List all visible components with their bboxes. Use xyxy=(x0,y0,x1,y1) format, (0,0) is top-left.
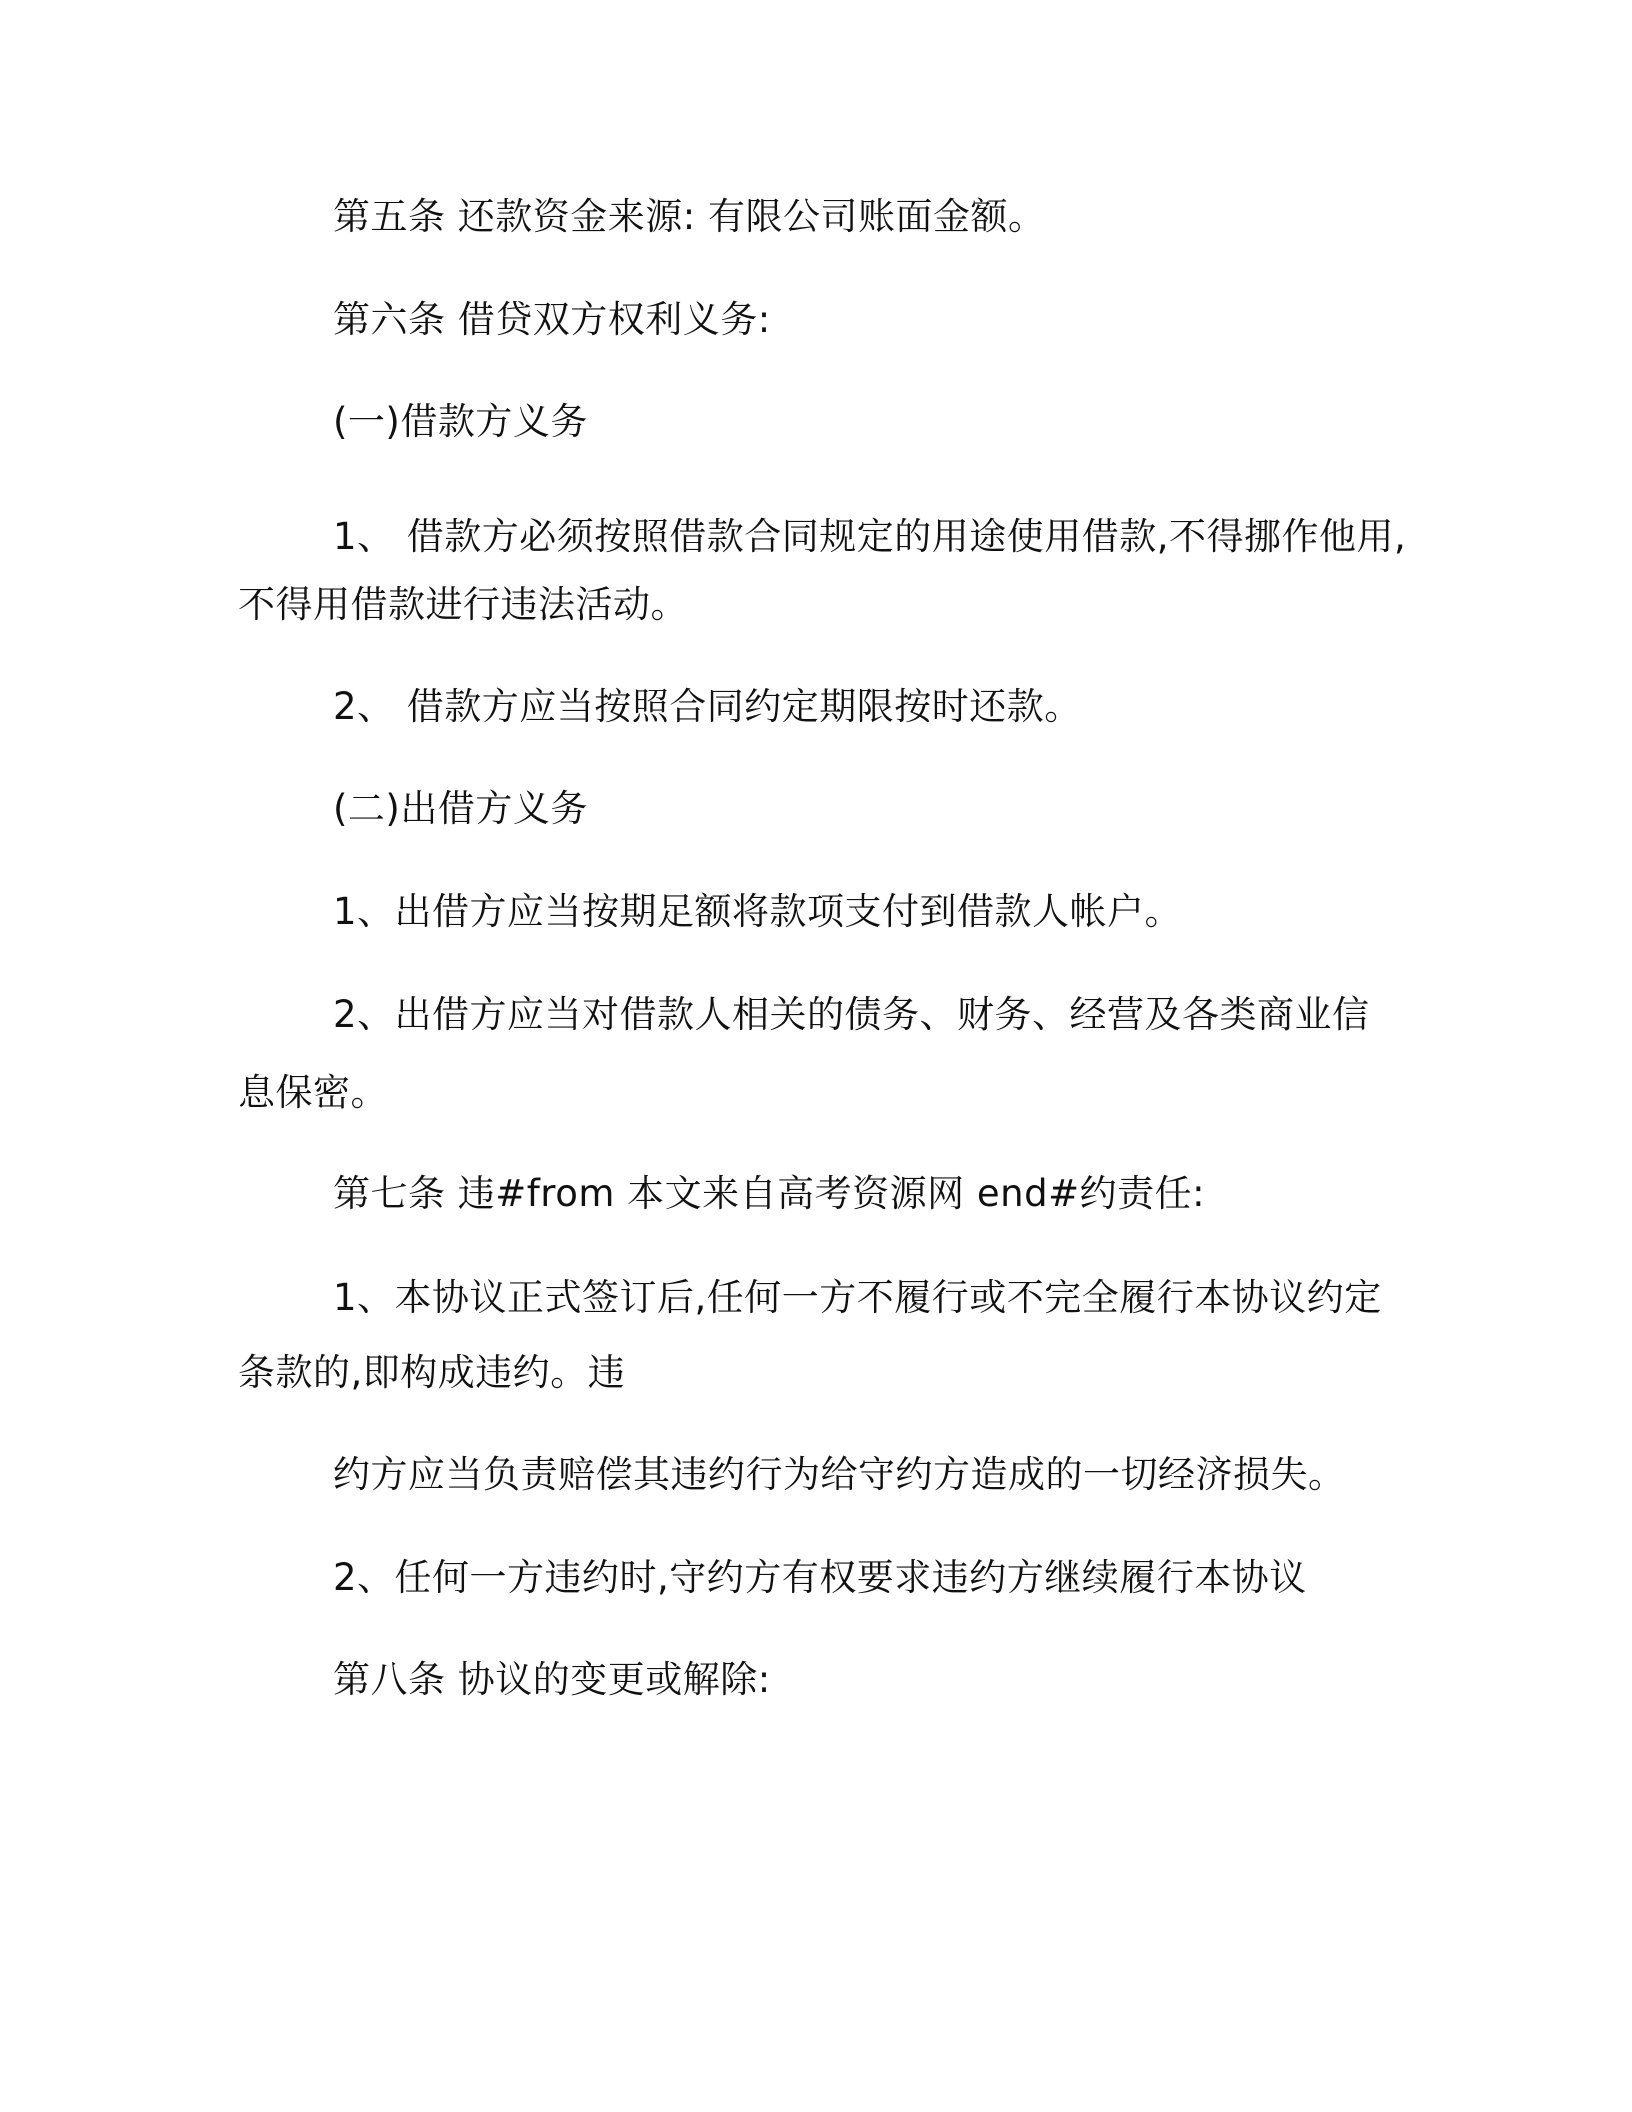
borrower-duty-1-line-1: 1、 借款方必须按照借款合同规定的用途使用借款,不得挪作他用, xyxy=(333,515,1407,558)
breach-clause-1-line-1: 1、本协议正式签订后,任何一方不履行或不完全履行本协议约定 xyxy=(333,1276,1382,1319)
lender-duty-2-line-1: 2、出借方应当对借款人相关的债务、财务、经营及各类商业信 xyxy=(333,993,1370,1036)
borrower-duty-2-line: 2、 借款方应当按照合同约定期限按时还款。 xyxy=(333,685,1082,728)
article-5-line: 第五条 还款资金来源: 有限公司账面金额。 xyxy=(333,195,1046,238)
breach-clause-1-line-2: 条款的,即构成违约。违 xyxy=(238,1351,626,1394)
article-6-line: 第六条 借贷双方权利义务: xyxy=(333,298,771,341)
article-8-line: 第八条 协议的变更或解除: xyxy=(333,1658,771,1701)
lender-duty-1-line: 1、出借方应当按期足额将款项支付到借款人帐户。 xyxy=(333,890,1183,933)
borrower-duty-1-line-2: 不得用借款进行违法活动。 xyxy=(238,583,688,626)
lender-duties-heading: (二)出借方义务 xyxy=(333,787,588,830)
borrower-duties-heading: (一)借款方义务 xyxy=(333,400,588,443)
article-7-line: 第七条 违#from 本文来自高考资源网 end#约责任: xyxy=(333,1172,1206,1215)
breach-clause-1-line-3: 约方应当负责赔偿其违约行为给守约方造成的一切经济损失。 xyxy=(333,1453,1346,1496)
lender-duty-2-line-2: 息保密。 xyxy=(238,1071,388,1114)
breach-clause-2-line: 2、任何一方违约时,守约方有权要求违约方继续履行本协议 xyxy=(333,1556,1307,1599)
